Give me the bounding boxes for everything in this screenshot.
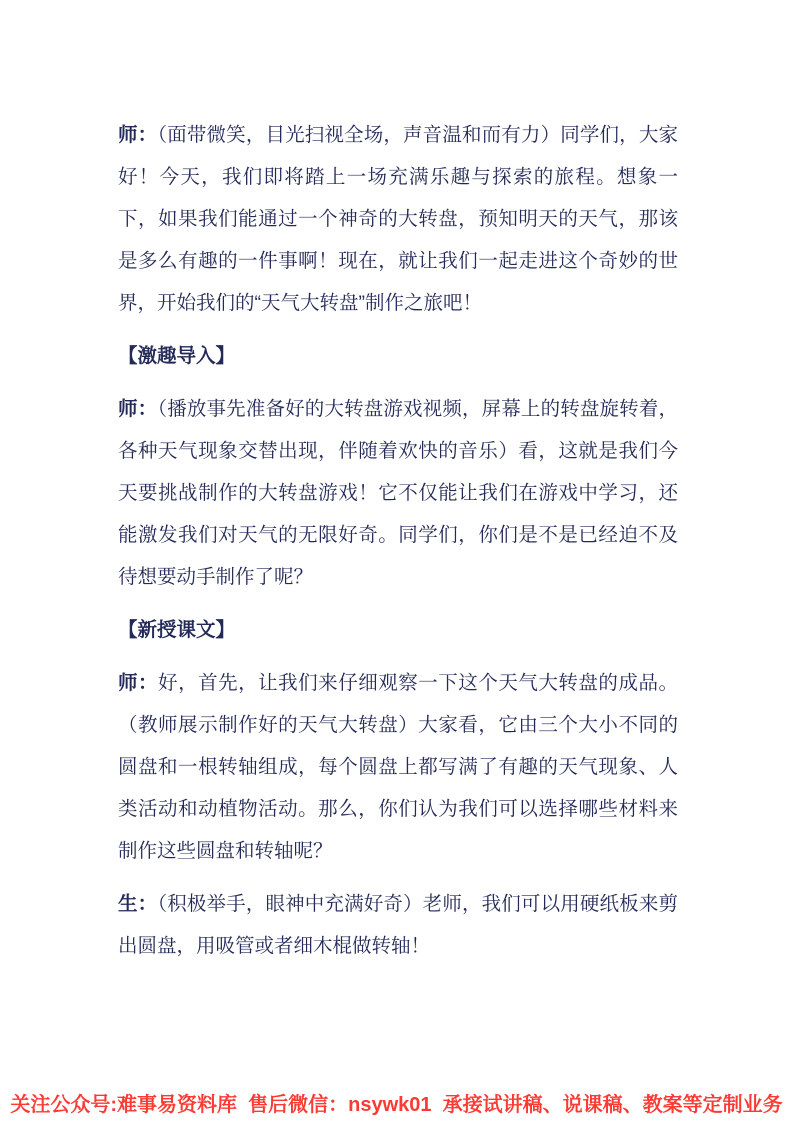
footer-promo-banner: 关注公众号:难事易资料库 售后微信：nsywk01 承接试讲稿、说课稿、教案等定制业务 bbox=[10, 1094, 783, 1116]
dialog-paragraph-teacher-video bbox=[118, 388, 678, 598]
dialog-paragraph-teacher-observe bbox=[118, 662, 678, 872]
dialog-text: 好，首先，让我们来仔细观察一下这个天气大转盘的成品。（教师展示制作好的天气大转盘）大家看，它由三个大小不同的圆盘和一根转轴组成，每个圆盘上都写满了有趣的天气现象、人类活动和动植物活动。那么，你们认为我们可以选择哪些材料来制作这些圆盘和转轴呢？ bbox=[118, 672, 678, 862]
dialog-paragraph-student-answer bbox=[118, 883, 678, 967]
section-heading-new-lesson: 【新授课文】 bbox=[118, 619, 236, 641]
speaker-label: 师： bbox=[118, 672, 159, 694]
dialog-text: （播放事先准备好的大转盘游戏视频，屏幕上的转盘旋转着，各种天气现象交替出现，伴随着欢快的音乐）看，这就是我们今天要挑战制作的大转盘游戏！它不仅能让我们在游戏中学习，还能激发我们对天气的无限好奇。同学们，你们是不是已经迫不及待想要动手制作了呢？ bbox=[118, 398, 678, 588]
section-heading-lead-in: 【激趣导入】 bbox=[118, 345, 236, 367]
dialog-paragraph-teacher-intro bbox=[118, 114, 678, 324]
speaker-label: 生： bbox=[118, 893, 158, 915]
dialog-text: （面带微笑，目光扫视全场，声音温和而有力）同学们，大家好！今天，我们即将踏上一场充满乐趣与探索的旅程。想象一下，如果我们能通过一个神奇的大转盘，预知明天的天气，那该是多么有趣的一件事啊！现在，就让我们一起走进这个奇妙的世界，开始我们的“天气大转盘”制作之旅吧！ bbox=[118, 124, 678, 314]
document-body bbox=[118, 114, 678, 978]
speaker-label: 师： bbox=[118, 124, 158, 146]
speaker-label: 师： bbox=[118, 398, 158, 420]
dialog-text: （积极举手，眼神中充满好奇）老师，我们可以用硬纸板来剪出圆盘，用吸管或者细木棍做转轴！ bbox=[118, 893, 678, 957]
